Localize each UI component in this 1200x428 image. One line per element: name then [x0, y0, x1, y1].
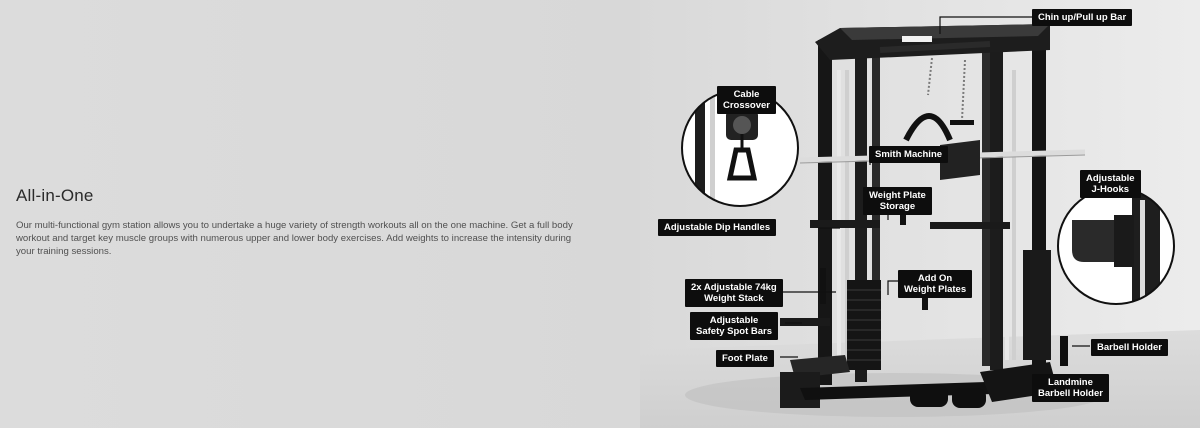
callout-weight-stack: 2x Adjustable 74kg Weight Stack [685, 279, 783, 307]
callout-adjustable-dip-handles: Adjustable Dip Handles [658, 219, 776, 236]
callout-smith-machine: Smith Machine [869, 146, 948, 163]
gym-station-product-image [640, 0, 1200, 428]
callout-chin-up-bar: Chin up/Pull up Bar [1032, 9, 1132, 26]
callout-landmine-barbell-holder: Landmine Barbell Holder [1032, 374, 1109, 402]
callout-safety-spot-bars: Adjustable Safety Spot Bars [690, 312, 778, 340]
callout-add-on-weight-plates: Add On Weight Plates [898, 270, 972, 298]
intro-text-block [16, 186, 586, 258]
callout-barbell-holder: Barbell Holder [1091, 339, 1168, 356]
callout-foot-plate: Foot Plate [716, 350, 774, 367]
callout-cable-crossover: Cable Crossover [717, 86, 776, 114]
section-title: All-in-One [16, 186, 94, 205]
callout-adjustable-j-hooks: Adjustable J-Hooks [1080, 170, 1141, 198]
section-description: Our multi-functional gym station allows you to undertake a huge variety of strength workouts all on the one machine. Get a full body workout and target key muscle groups with numerous upper and lower body exercises. Add weights to increase the intensity during your training sessions. [16, 220, 573, 257]
callout-weight-plate-storage: Weight Plate Storage [863, 187, 932, 215]
